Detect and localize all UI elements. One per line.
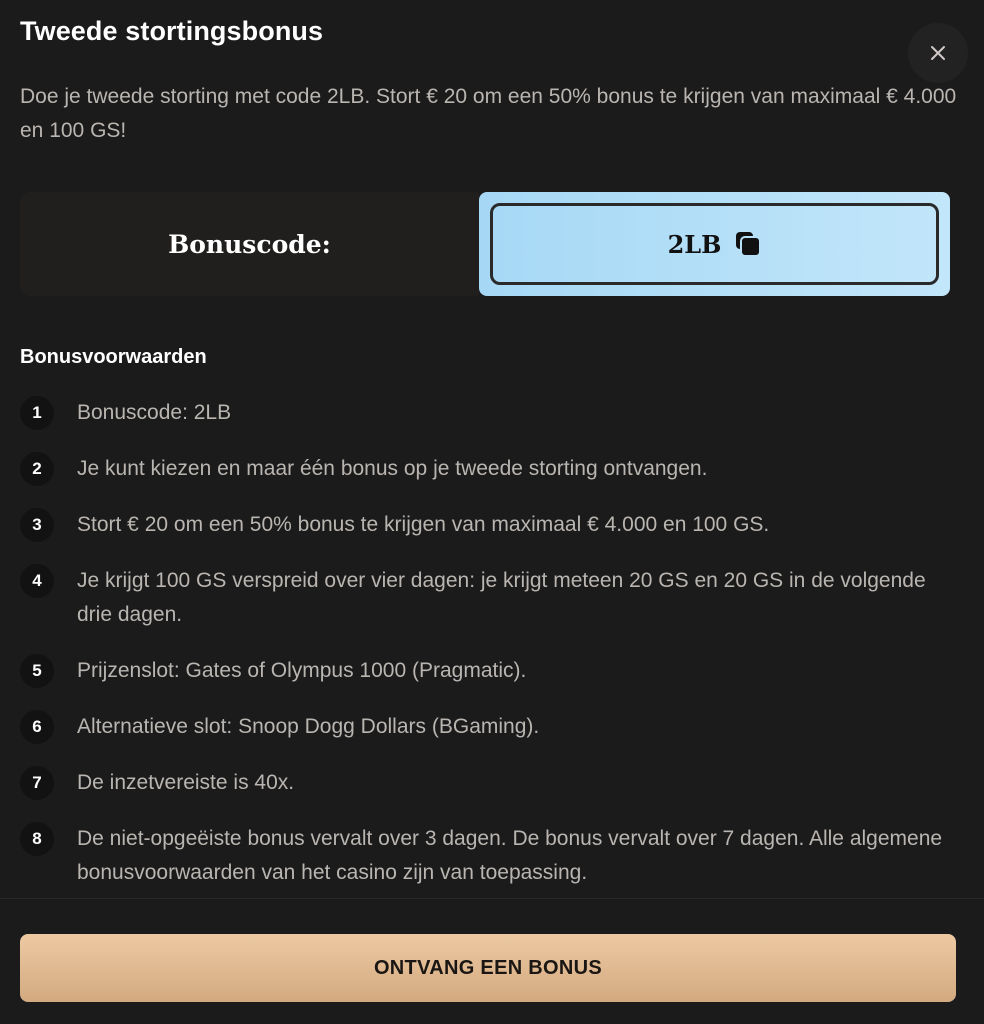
modal-description: Doe je tweede storting met code 2LB. Stort € 20 om een 50% bonus te krijgen van maximaal € 4.000 en 100 GS! (20, 85, 957, 142)
bonus-code-row (20, 192, 950, 296)
condition-number-badge: 2 (20, 452, 54, 486)
copy-icon (735, 231, 761, 257)
condition-item (20, 710, 960, 744)
condition-text: De inzetvereiste is 40x. (77, 771, 295, 794)
condition-item (20, 396, 960, 430)
condition-number-badge: 4 (20, 564, 54, 598)
condition-number-badge: 1 (20, 396, 54, 430)
condition-text: Stort € 20 om een 50% bonus te krijgen van maximaal € 4.000 en 100 GS. (77, 513, 770, 536)
conditions-title: Bonusvoorwaarden (20, 346, 207, 368)
condition-number-badge: 3 (20, 508, 54, 542)
close-button[interactable] (908, 23, 968, 83)
condition-number-badge: 5 (20, 654, 54, 688)
condition-text: De niet-opgeëiste bonus vervalt over 3 dagen. De bonus vervalt over 7 dagen. Alle algemene bonusvoorwaarden van het casino zijn van toepassing. (77, 827, 943, 884)
modal-title: Tweede stortingsbonus (20, 16, 324, 46)
condition-item (20, 822, 960, 890)
close-icon (930, 45, 946, 61)
condition-item (20, 508, 960, 542)
bonus-code-copy-button[interactable] (479, 192, 950, 296)
condition-text: Bonuscode: 2LB (77, 401, 232, 424)
condition-item (20, 452, 960, 486)
bonus-code-value: 2LB (667, 229, 722, 259)
bonus-code-value-frame (490, 203, 939, 285)
condition-text: Prijzenslot: Gates of Olympus 1000 (Pragmatic). (77, 659, 527, 682)
condition-item (20, 654, 960, 688)
condition-item (20, 564, 960, 632)
bonus-code-label-box (20, 192, 479, 296)
condition-number-badge: 7 (20, 766, 54, 800)
condition-text: Je kunt kiezen en maar één bonus op je tweede storting ontvangen. (77, 457, 708, 480)
condition-text: Alternatieve slot: Snoop Dogg Dollars (BGaming). (77, 715, 540, 738)
condition-number-badge: 8 (20, 822, 54, 856)
condition-number-badge: 6 (20, 710, 54, 744)
condition-text: Je krijgt 100 GS verspreid over vier dagen: je krijgt meteen 20 GS en 20 GS in de volgende drie dagen. (77, 569, 926, 626)
claim-bonus-button[interactable]: ONTVANG EEN BONUS (20, 934, 956, 1002)
conditions-list (20, 396, 960, 912)
bonus-code-label: Bonuscode: (168, 229, 331, 259)
footer-divider (0, 898, 984, 899)
condition-item (20, 766, 960, 800)
